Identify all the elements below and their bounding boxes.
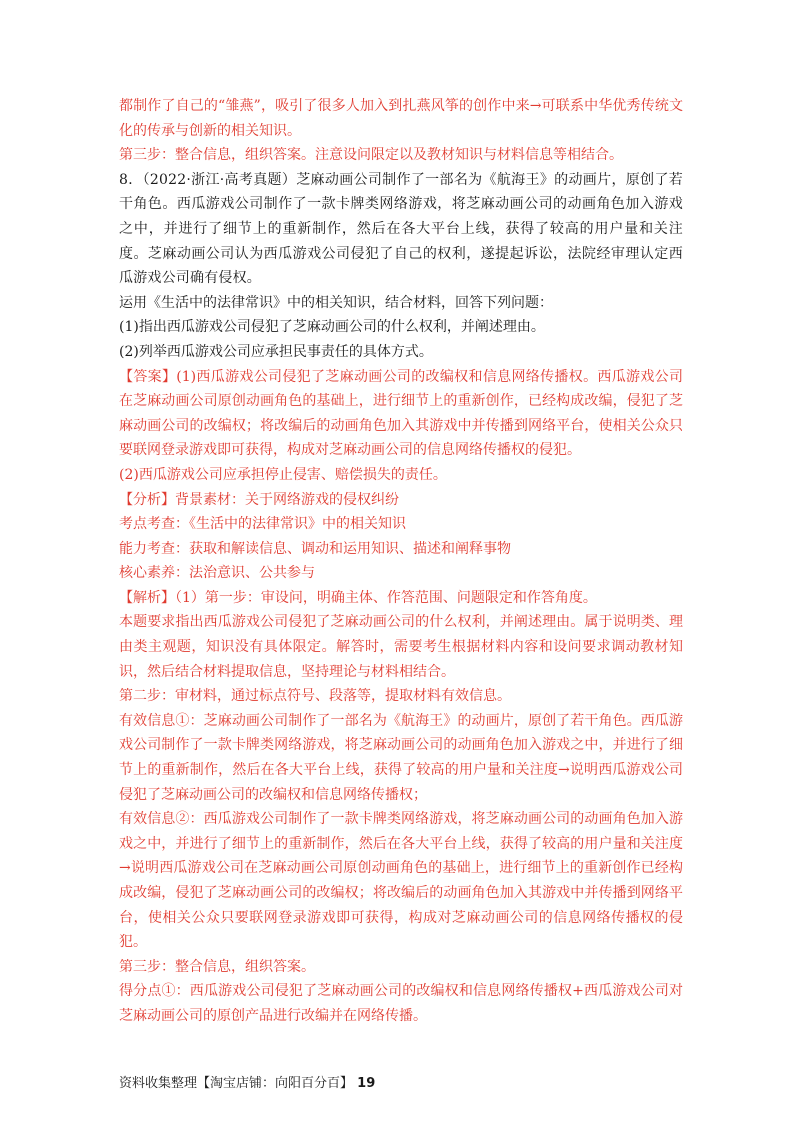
explanation-step-three: 第三步：整合信息，组织答案。 — [119, 958, 315, 975]
explanation-step-one: 【解析】（1）第一步：审设问，明确主体、作答范围、问题限定和作答角度。 — [119, 589, 597, 606]
analysis-ability: 能力考查：获取和解读信息、调动和运用知识、描述和阐释事物 — [119, 540, 511, 557]
analysis-core-literacy: 核心素养：法治意识、公共参与 — [119, 565, 315, 582]
explanation-info-1: 有效信息①：芝麻动画公司制作了一部名为《航海王》的动画片，原创了若干角色。西瓜游戏公司制作了一款卡牌类网络游戏，将芝麻动画公司的动画角色加入游戏之中，并进行了细节上的重新制作，然后在各大平台上线，获得了较高的用户量和关注度→说明西瓜游戏公司侵犯了芝麻动画公司的改编权和信息网络传播权； — [119, 712, 683, 803]
scoring-point-1: 得分点①：西瓜游戏公司侵犯了芝麻动画公司的改编权和信息网络传播权+西瓜游戏公司对芝麻动画公司的原创产品进行改编并在网络传播。 — [119, 983, 683, 1024]
sub-question-1: (1)指出西瓜游戏公司侵犯了芝麻动画公司的什么权利，并阐述理由。 — [119, 319, 545, 336]
question-instruction: 运用《生活中的法律常识》中的相关知识，结合材料，回答下列问题： — [119, 294, 553, 311]
analysis-background: 【分析】背景素材：关于网络游戏的侵权纠纷 — [119, 491, 399, 508]
document-body — [119, 94, 683, 1029]
sub-question-2: (2)列举西瓜游戏公司应承担民事责任的具体方式。 — [119, 343, 433, 360]
explanation-step-two: 第二步：审材料，通过标点符号、段落等，提取材料有效信息。 — [119, 688, 511, 705]
answer-part-1: 【答案】(1)西瓜游戏公司侵犯了芝麻动画公司的改编权和信息网络传播权。西瓜游戏公司在芝麻动画公司原创动画角色的基础上，进行细节上的重新创作，已经构成改编，侵犯了芝麻动画公司的改编权；将改编后的动画角色加入其游戏中并传播到网络平台，使相关公众只要联网登录游戏即可获得，构成对芝麻动画公司的信息网络传播权的侵犯。 — [119, 368, 683, 459]
paragraph-step-three: 第三步：整合信息，组织答案。注意设问限定以及教材知识与材料信息等相结合。 — [119, 147, 623, 164]
page-footer — [119, 1072, 375, 1091]
answer-part-2: (2)西瓜游戏公司应承担停止侵害、赔偿损失的责任。 — [119, 466, 447, 483]
question-8-stem: 8．（2022·浙江·高考真题）芝麻动画公司制作了一部名为《航海王》的动画片，原创了若干角色。西瓜游戏公司制作了一款卡牌类网络游戏，将芝麻动画公司的动画角色加入游戏之中，并进行了细节上的重新制作，然后在各大平台上线，获得了较高的用户量和关注度。芝麻动画公司认为西瓜游戏公司侵犯了自己的权利，遂提起诉讼，法院经审理认定西瓜游戏公司确有侵权。 — [119, 171, 683, 287]
footer-label: 资料收集整理【淘宝店铺：向阳百分百】 — [119, 1076, 354, 1091]
paragraph-continuation: 都制作了自己的“雏燕”，吸引了很多人加入到扎燕风筝的创作中来→可联系中华优秀传统文化的传承与创新的相关知识。 — [119, 98, 683, 139]
page-number: 19 — [357, 1076, 376, 1091]
explanation-info-2: 有效信息②：西瓜游戏公司制作了一款卡牌类网络游戏，将芝麻动画公司的动画角色加入游戏之中，并进行了细节上的重新制作，然后在各大平台上线，获得了较高的用户量和关注度→说明西瓜游戏公司在芝麻动画公司原创动画角色的基础上，进行细节上的重新创作已经构成改编，侵犯了芝麻动画公司的改编权；将改编后的动画角色加入其游戏中并传播到网络平台，使相关公众只要联网登录游戏即可获得，构成对芝麻动画公司的信息网络传播权的侵犯。 — [119, 811, 683, 951]
analysis-exam-point: 考点考查：《生活中的法律常识》中的相关知识 — [119, 516, 406, 533]
explanation-requirement: 本题要求指出西瓜游戏公司侵犯了芝麻动画公司的什么权利，并阐述理由。属于说明类、理由类主观题，知识没有具体限定。解答时，需要考生根据材料内容和设问要求调动教材知识，然后结合材料提取信息，坚持理论与材料相结合。 — [119, 614, 683, 680]
